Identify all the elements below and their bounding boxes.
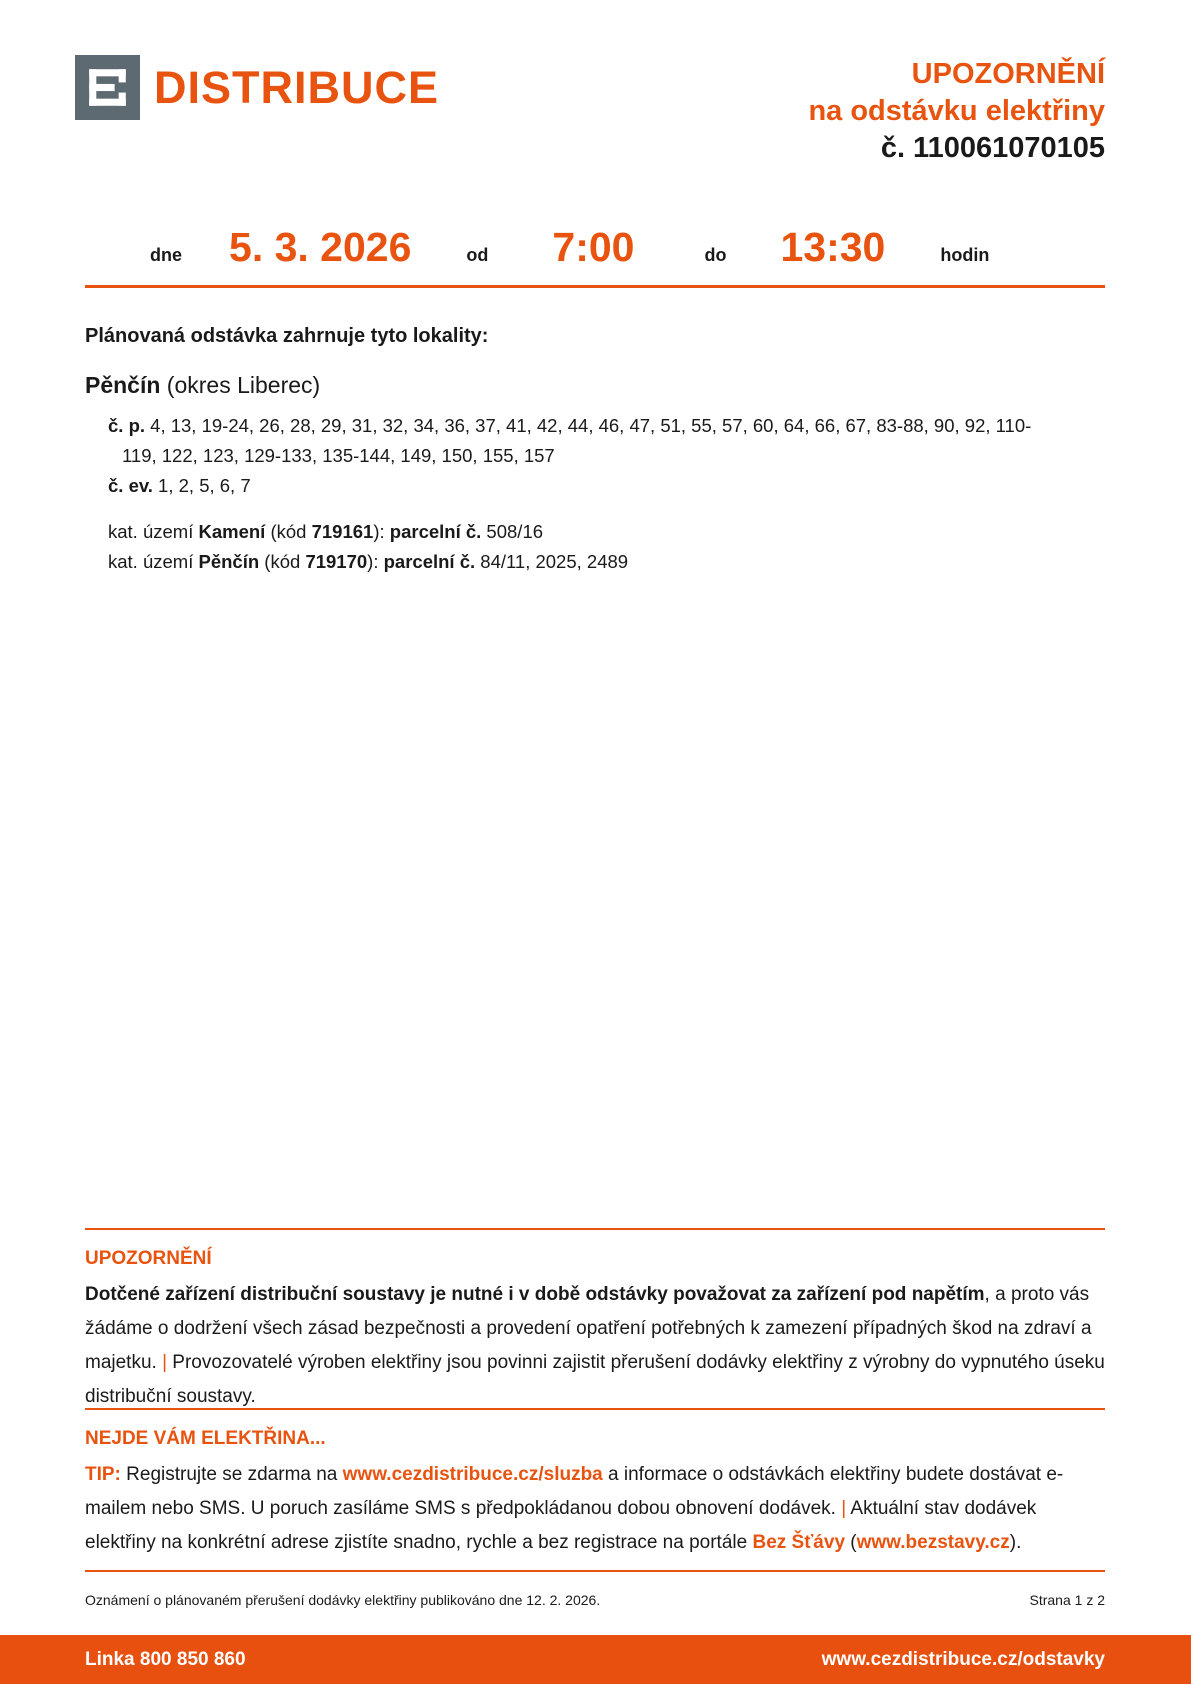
warning-text-1: , a proto vás žádáme o dodržení všech zásad bezpečnosti a provedení opatření potřebných k zamezení případných škod na zdraví a majetku. — [85, 1284, 1092, 1373]
help-text-1: Registrujte se zdarma na — [120, 1464, 343, 1485]
help-text-3: Aktuální stav dodávek elektřiny na konkrétní adrese zjistíte snadno, rychle a bez registrace na portále — [85, 1498, 1037, 1553]
notice-line-1: UPOZORNĚNÍ — [911, 58, 1105, 90]
header-brand — [75, 55, 439, 120]
footnote-row — [85, 1570, 1105, 1608]
kat2-code: 719170 — [305, 551, 368, 572]
time-from: 7:00 — [552, 224, 635, 270]
do-label: do — [704, 245, 727, 265]
time-to: 13:30 — [780, 224, 886, 270]
cadastral-line-1 — [108, 517, 1105, 547]
kat2-parcel-values: 84/11, 2025, 2489 — [475, 551, 629, 572]
help-text-2: a informace o odstávkách elektřiny budete dostávat e-mailem nebo SMS. U poruch zasíláme SMS s předpokládanou dobou obnovení dodávek. — [85, 1464, 1064, 1519]
page-number: Strana 1 z 2 — [1029, 1592, 1105, 1608]
help-text-5: ). — [1009, 1532, 1022, 1553]
notice-number: č. 110061070105 — [880, 132, 1105, 164]
kat1-code: 719161 — [311, 521, 374, 542]
cp-values: 4, 13, 19-24, 26, 28, 29, 31, 32, 34, 36, 37, 41, 42, 44, 46, 47, 51, 55, 57, 60, 64, 66, 67, 83-88, 90, 92, 110-119, 122, 123, 129-133, 135-144, 149, 150, 155, 157 — [122, 415, 1032, 466]
kat1-mid1: (kód — [265, 521, 312, 542]
help-pipe: | — [841, 1498, 847, 1519]
cadastral-block — [108, 517, 1105, 577]
kat2-prefix: kat. území — [108, 551, 199, 572]
cezdistribuce-sluzba-link[interactable]: www.cezdistribuce.cz/sluzba — [342, 1464, 603, 1485]
house-numbers-line — [108, 411, 1042, 471]
place-line — [85, 372, 1105, 399]
bezstavy-url-link[interactable]: www.bezstavy.cz — [856, 1532, 1010, 1553]
kat1-mid2: ): — [373, 521, 390, 542]
kat1-parcel-label: parcelní č. — [389, 521, 482, 542]
kat2-parcel-label: parcelní č. — [383, 551, 476, 572]
help-section — [85, 1408, 1105, 1560]
footer-bar — [0, 1635, 1191, 1684]
bez-stavy-link[interactable]: Bez Šťávy — [752, 1532, 846, 1553]
warning-text-2: Provozovatelé výroben elektřiny jsou povinni zajistit přerušení dodávky elektřiny z výrobny do vypnutého úseku distribuční soustavy. — [85, 1352, 1105, 1407]
footer-phone: Linka 800 850 860 — [85, 1648, 246, 1670]
ev-numbers-line — [108, 471, 1105, 501]
place-name: Pěnčín — [85, 372, 161, 398]
help-heading: NEJDE VÁM ELEKTŘINA... — [85, 1428, 326, 1449]
localities-heading: Plánovaná odstávka zahrnuje tyto lokality: — [85, 325, 489, 347]
place-district: (okres Liberec) — [160, 372, 321, 398]
od-label: od — [466, 245, 489, 265]
kat2-mid1: (kód — [259, 551, 306, 572]
notice-title-block — [808, 56, 1105, 167]
cev-label: č. ev. — [108, 475, 153, 496]
kat2-mid2: ): — [367, 551, 384, 572]
kat1-parcel-values: 508/16 — [481, 521, 544, 542]
outage-date: 5. 3. 2026 — [229, 224, 412, 270]
help-text — [85, 1458, 1105, 1560]
warning-text — [85, 1278, 1105, 1414]
warning-pipe: | — [162, 1352, 168, 1373]
notice-line-2: na odstávku elektřiny — [808, 95, 1105, 127]
dne-label: dne — [150, 245, 183, 265]
kat2-name: Pěnčín — [198, 551, 260, 572]
kat1-prefix: kat. území — [108, 521, 199, 542]
cp-label: č. p. — [108, 415, 146, 436]
cadastral-line-2 — [108, 547, 1105, 577]
footer-website-link[interactable]: www.cezdistribuce.cz/odstavky — [821, 1648, 1105, 1670]
hodin-label: hodin — [940, 245, 990, 265]
cev-values: 1, 2, 5, 6, 7 — [152, 475, 251, 496]
help-text-4: ( — [845, 1532, 857, 1553]
cez-logo-icon — [75, 55, 140, 120]
brand-name: DISTRIBUCE — [154, 62, 440, 113]
warning-bold-text: Dotčené zařízení distribuční soustavy je nutné i v době odstávky považovat za zařízení pod napětím — [85, 1284, 985, 1305]
warning-heading: UPOZORNĚNÍ — [85, 1248, 212, 1269]
publication-note: Oznámení o plánovaném přerušení dodávky elektřiny publikováno dne 12. 2. 2026. — [85, 1592, 601, 1608]
schedule-row — [85, 224, 1105, 288]
warning-section — [85, 1228, 1105, 1414]
kat1-name: Kamení — [198, 521, 266, 542]
localities-section — [85, 325, 1105, 577]
tip-label: TIP: — [85, 1464, 121, 1485]
